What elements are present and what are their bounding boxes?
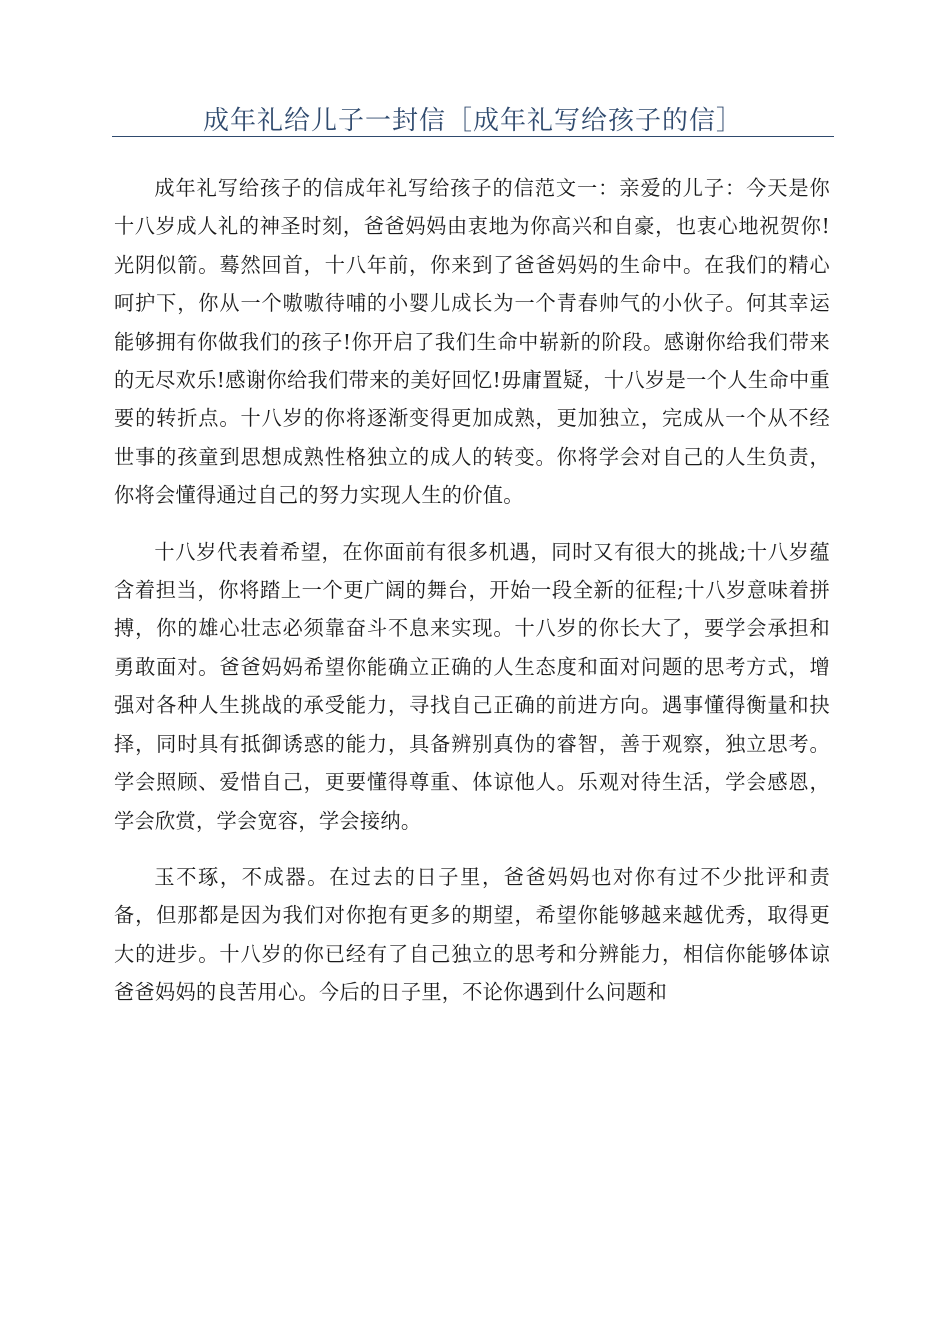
title-underline: [112, 136, 834, 137]
document-body: [114, 169, 830, 1030]
paragraph-3: 玉不琢，不成器。在过去的日子里，爸爸妈妈也对你有过不少批评和责备，但那都是因为我们对你抱有更多的期望，希望你能够越来越优秀，取得更大的进步。十八岁的你已经有了自己独立的思考和分辨能力，相信你能够体谅爸爸妈妈的良苦用心。今后的日子里，不论你遇到什么问题和: [114, 864, 830, 1005]
paragraph-2: 十八岁代表着希望，在你面前有很多机遇，同时又有很大的挑战;十八岁蕴含着担当，你将踏上一个更广阔的舞台，开始一段全新的征程;十八岁意味着拼搏，你的雄心壮志必须靠奋斗不息来实现。十八岁的你长大了，要学会承担和勇敢面对。爸爸妈妈希望你能确立正确的人生态度和面对问题的思考方式，增强对各种人生挑战的承受能力，寻找自己正确的前进方向。遇事懂得衡量和抉择，同时具有抵御诱惑的能力，具备辨别真伪的睿智，善于观察，独立思考。学会照顾、爱惜自己，更要懂得尊重、体谅他人。乐观对待生活，学会感恩，学会欣赏，学会宽容，学会接纳。: [114, 539, 830, 833]
paragraph-1: 成年礼写给孩子的信成年礼写给孩子的信范文一：亲爱的儿子：今天是你十八岁成人礼的神圣时刻，爸爸妈妈由衷地为你高兴和自豪，也衷心地祝贺你!光阴似箭。蓦然回首，十八年前，你来到了爸爸妈妈的生命中。在我们的精心呵护下，你从一个嗷嗷待哺的小婴儿成长为一个青春帅气的小伙子。何其幸运能够拥有你做我们的孩子!你开启了我们生命中崭新的阶段。感谢你给我们带来的无尽欢乐!感谢你给我们带来的美好回忆!毋庸置疑，十八岁是一个人生命中重要的转折点。十八岁的你将逐渐变得更加成熟，更加独立，完成从一个从不经世事的孩童到思想成熟性格独立的成人的转变。你将学会对自己的人生负责，你将会懂得通过自己的努力实现人生的价值。: [114, 176, 830, 508]
document-title: 成年礼给儿子一封信［成年礼写给孩子的信］: [202, 106, 743, 136]
